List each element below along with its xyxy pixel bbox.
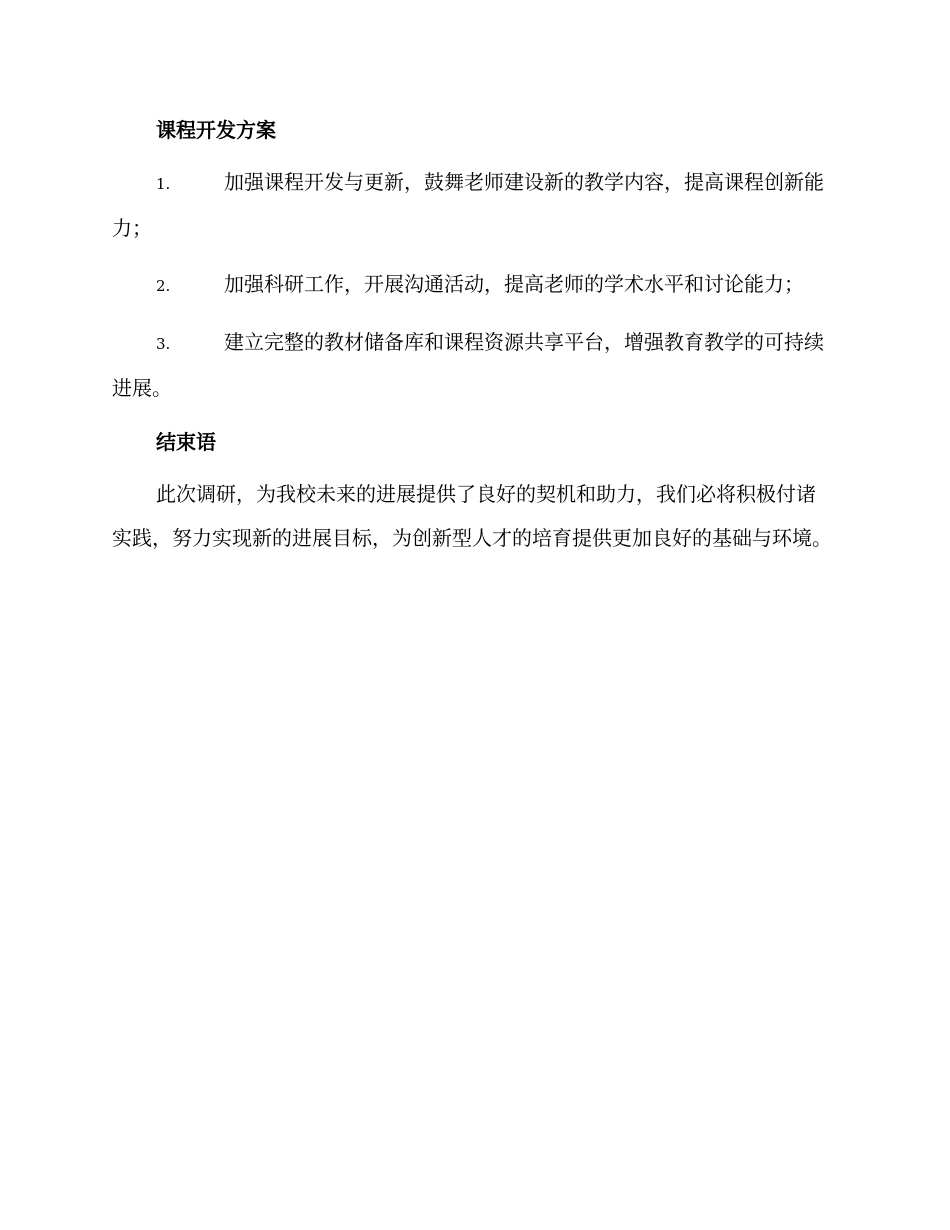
conclusion-paragraph: 此次调研，为我校未来的进展提供了良好的契机和助力，我们必将积极付诸实践，努力实现新的进展目标，为创新型人才的培育提供更加良好的基础与环境。 — [112, 482, 832, 550]
list-item — [112, 320, 834, 410]
list-item-text: 加强科研工作，开展沟通活动，提高老师的学术水平和讨论能力； — [224, 272, 804, 296]
section-heading-course-plan: 课程开发方案 — [156, 118, 276, 142]
list-item-number: 1. — [156, 175, 171, 193]
list-item-number: 3. — [156, 335, 171, 353]
section-heading-conclusion: 结束语 — [156, 430, 216, 454]
list-item-text: 建立完整的教材储备库和课程资源共享平台，增强教育教学的可持续进展。 — [112, 330, 824, 400]
list-item-text: 加强课程开发与更新，鼓舞老师建设新的教学内容，提高课程创新能力； — [112, 170, 824, 240]
list-item-number: 2. — [156, 277, 171, 295]
list-item — [112, 160, 834, 250]
list-item — [112, 262, 834, 308]
document-content — [112, 110, 834, 560]
